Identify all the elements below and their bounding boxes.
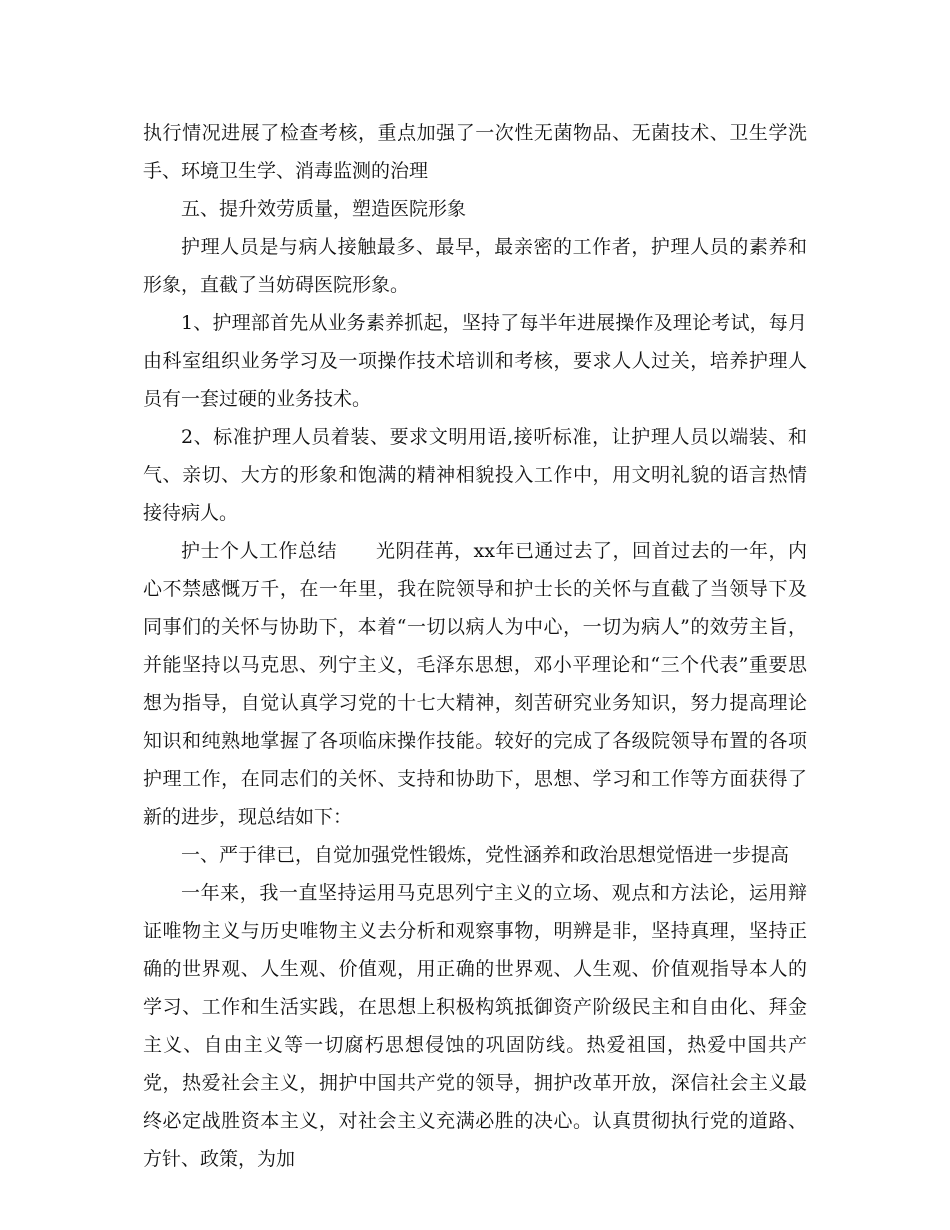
list-item-2: 2、标准护理人员着装、要求文明用语,接听标准，让护理人员以端装、和气、亲切、大方的形象和饱满的精神相貌投入工作中，用文明礼貌的语言热情接待病人。 <box>143 426 807 524</box>
paragraph-continuation: 执行情况进展了检查考核，重点加强了一次性无菌物品、无菌技术、卫生学洗手、环境卫生学、消毒监测的治理 <box>143 122 807 182</box>
paragraph-ideology: 一年来，我一直坚持运用马克思列宁主义的立场、观点和方法论，运用辩证唯物主义与历史唯物主义去分析和观察事物，明辨是非，坚持真理，坚持正确的世界观、人生观、价值观，用正确的世界观、人生观、价值观指导本人的学习、工作和生活实践，在思想上积极构筑抵御资产阶级民主和自由化、拜金主义、自由主义等一切腐朽思想侵蚀的巩固防线。热爱祖国，热爱中国共产党，热爱社会主义，拥护中国共产党的领导，拥护改革开放，深信社会主义最终必定战胜资本主义，对社会主义充满必胜的决心。认真贯彻执行党的道路、方针、政策，为加 <box>143 882 807 1170</box>
section-heading-one: 一、严于律已，自觉加强党性锻炼，党性涵养和政治思想觉悟进一步提高 <box>181 844 790 866</box>
section-heading-five: 五、提升效劳质量，塑造医院形象 <box>181 198 467 220</box>
paragraph-nurse-image: 护理人员是与病人接触最多、最早，最亲密的工作者，护理人员的素养和形象，直截了当妨碍医院形象。 <box>143 236 807 296</box>
document-body <box>143 114 807 1178</box>
paragraph-summary-intro: 护士个人工作总结 光阴荏苒，xx年已通过去了，回首过去的一年，内心不禁感慨万千，在一年里，我在院领导和护士长的关怀与直截了当领导下及同事们的关怀与协助下，本着“一切以病人为中心，一切为病人”的效劳主旨，并能坚持以马克思、列宁主义，毛泽东思想，邓小平理论和“三个代表”重要思想为指导，自觉认真学习党的十七大精神，刻苦研究业务知识，努力提高理论知识和纯熟地掌握了各项临床操作技能。较好的完成了各级院领导布置的各项护理工作，在同志们的关怀、支持和协助下，思想、学习和工作等方面获得了新的进步，现总结如下： <box>143 540 807 828</box>
list-item-1: 1、护理部首先从业务素养抓起，坚持了每半年进展操作及理论考试，每月由科室组织业务学习及一项操作技术培训和考核，要求人人过关，培养护理人员有一套过硬的业务技术。 <box>143 312 807 410</box>
